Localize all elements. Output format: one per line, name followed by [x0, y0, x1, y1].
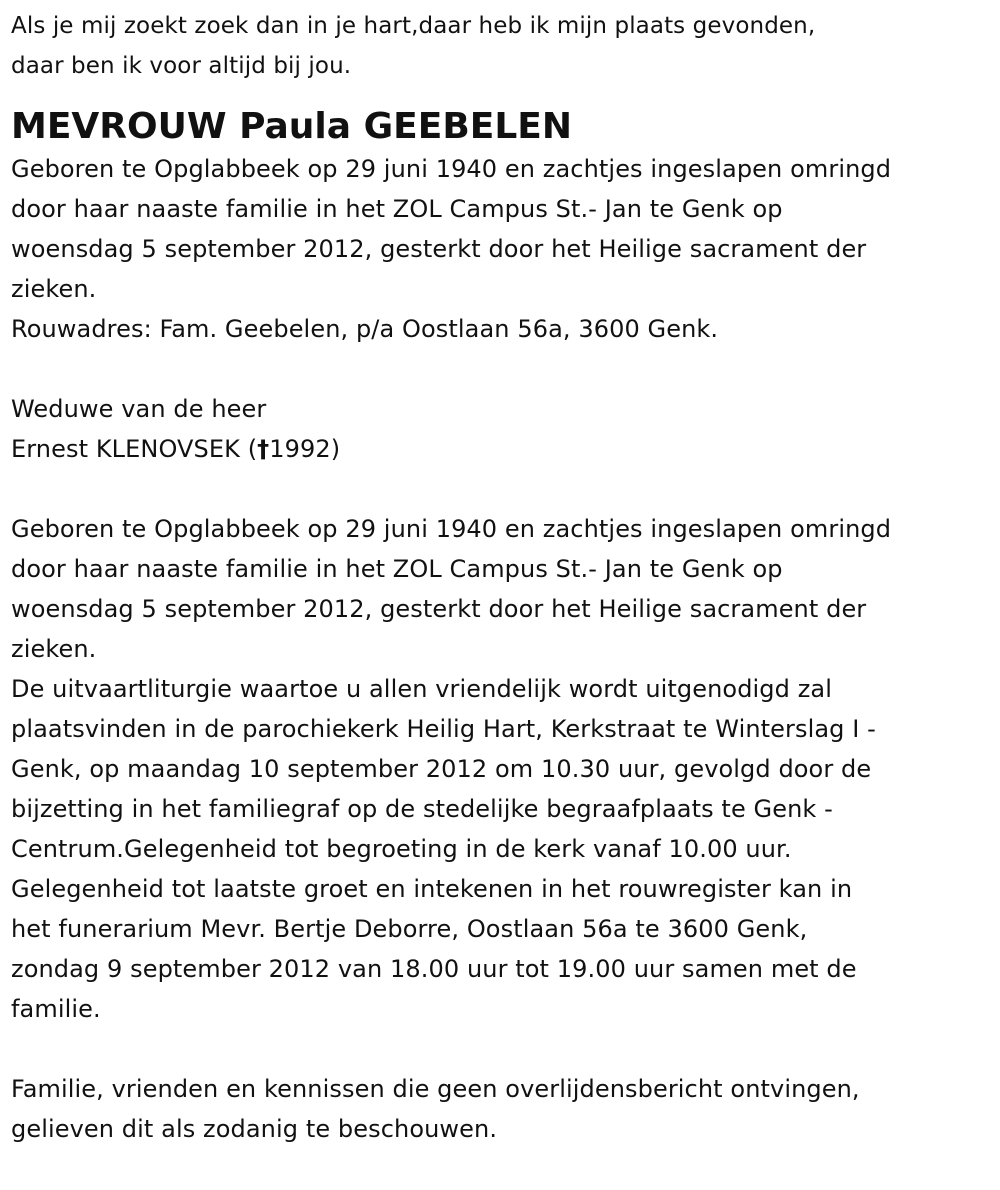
spouse-death-year: 1992) [269, 435, 341, 463]
details-line: Geboren te Opglabbeek op 29 juni 1940 en zachtjes ingeslapen omringd [11, 515, 892, 543]
closing-line: gelieven dit als zodanig te beschouwen. [11, 1115, 498, 1143]
details-line: zieken. [11, 635, 97, 663]
details-line: woensdag 5 september 2012, gesterkt door het Heilige sacrament der [11, 595, 867, 623]
details-line: Genk, op maandag 10 september 2012 om 10.30 uur, gevolgd door de [11, 755, 872, 783]
memorial-quote [11, 6, 986, 86]
details-line: het funerarium Mevr. Bertje Deborre, Oostlaan 56a te 3600 Genk, [11, 915, 808, 943]
quote-line: Als je mij zoekt zoek dan in je hart,daar heb ik mijn plaats gevonden, [11, 13, 816, 39]
details-line: Centrum.Gelegenheid tot begroeting in de kerk vanaf 10.00 uur. [11, 835, 792, 863]
spacer [11, 1029, 986, 1069]
details-line: Gelegenheid tot laatste groet en intekenen in het rouwregister kan in [11, 875, 853, 903]
intro-line: woensdag 5 september 2012, gesterkt door het Heilige sacrament der [11, 235, 867, 263]
mourning-address: Rouwadres: Fam. Geebelen, p/a Oostlaan 56a, 3600 Genk. [11, 315, 719, 343]
cross-icon: † [257, 435, 270, 463]
closing-line: Familie, vrienden en kennissen die geen overlijdensbericht ontvingen, [11, 1075, 860, 1103]
details-line: plaatsvinden in de parochiekerk Heilig Hart, Kerkstraat te Winterslag I - [11, 715, 876, 743]
spacer [11, 469, 986, 509]
widow-of-label: Weduwe van de heer [11, 395, 267, 423]
details-line: door haar naaste familie in het ZOL Campus St.- Jan te Genk op [11, 555, 783, 583]
details-line: bijzetting in het familiegraf op de stedelijke begraafplaats te Genk - [11, 795, 833, 823]
details-line: zondag 9 september 2012 van 18.00 uur tot 19.00 uur samen met de [11, 955, 857, 983]
intro-line: zieken. [11, 275, 97, 303]
obituary-page [11, 6, 986, 1149]
details-line: familie. [11, 995, 101, 1023]
spacer [11, 349, 986, 389]
intro-paragraph [11, 149, 986, 349]
intro-line: Geboren te Opglabbeek op 29 juni 1940 en zachtjes ingeslapen omringd [11, 155, 892, 183]
spouse-block [11, 389, 986, 469]
details-paragraph [11, 509, 986, 1029]
details-line: De uitvaartliturgie waartoe u allen vriendelijk wordt uitgenodigd zal [11, 675, 832, 703]
spouse-name-line [11, 429, 986, 469]
closing-paragraph [11, 1069, 986, 1149]
intro-line: door haar naaste familie in het ZOL Campus St.- Jan te Genk op [11, 195, 783, 223]
deceased-name-heading: MEVROUW Paula GEEBELEN [11, 106, 573, 147]
quote-line: daar ben ik voor altijd bij jou. [11, 53, 352, 79]
spouse-name: Ernest KLENOVSEK ( [11, 435, 258, 463]
